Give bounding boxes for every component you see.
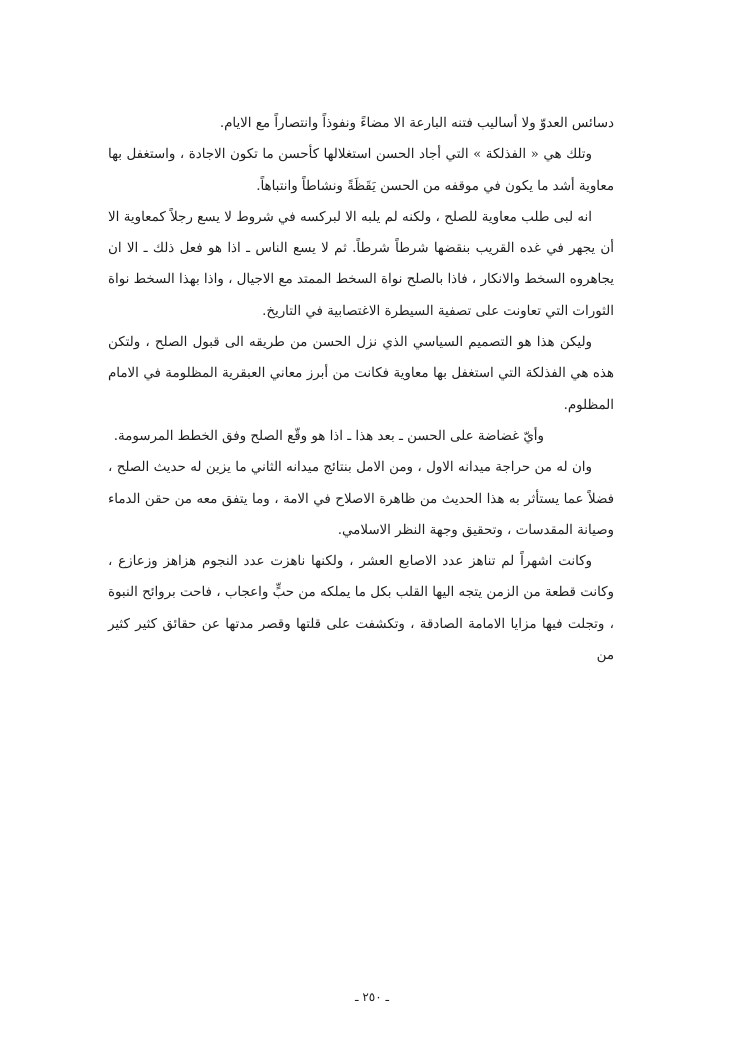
paragraph-3: انه لبى طلب معاوية للصلح ، ولكنه لم يلبه الا لبركسه في شروط لا يسع رجلاً كمعاوية الا أن يجهر في غده القريب بنقضها شرطاً شرطاً. ثم لا يسع الناس ـ اذا هو فعل ذلك ـ الا ان يجاهروه السخط والانكار ، فاذا بالصلح نواة السخط الممتد مع الاجيال ، واذا بهذا السخط نواة الثورات التي تعاونت على تصفية السيطرة الاغتصابية في التاريخ. [108, 209, 614, 319]
page-number: ـ ٢٥٠ ـ [354, 990, 390, 1004]
paragraph-1: دسائس العدوّ ولا أساليب فتنه البارعة الا مضاءً ونفوذاً وانتصاراً مع الايام. [219, 116, 614, 131]
paragraph-6: وان له من حراجة ميدانه الاول ، ومن الامل بنتائج ميدانه الثاني ما يزين له حديث الصلح ، فضلاً عما يستأثر به هذا الحديث من ظاهرة الاصلاح في الامة ، وما يتفق معه من حقن الدماء وصيانة المقدسات ، وتحقيق وجهة النظر الاسلامي. [108, 460, 614, 538]
paragraph-5: وأيّ غضاضة على الحسن ـ بعد هذا ـ اذا هو وقّع الصلح وفق الخطط المرسومة. [113, 428, 544, 444]
paragraph-7: وكانت اشهراً لم تناهز عدد الاصابع العشر ، ولكنها ناهزت عدد النجوم هزاهز وزعازع ، وكانت قطعة من الزمن يتجه اليها القلب بكل ما يملكه من حبٍّ واعجاب ، فاحت بروائح النبوة ، وتجلت فيها مزايا الامامة الصادقة ، وتكشفت على قلتها وقصر مدتها عن حقائق كثير كثير من [108, 554, 614, 664]
paragraph-2: وتلك هي « الفذلكة » التي أجاد الحسن استغلالها كأحسن ما تكون الاجادة ، واستغفل بها معاوية أشد ما يكون في موقفه من الحسن يَقَظَةً ونشاطاً وانتباهاً. [108, 147, 614, 194]
paragraph-4: وليكن هذا هو التصميم السياسي الذي نزل الحسن من طريقه الى قبول الصلح ، ولتكن هذه هي الفذلكة التي استغفل بها معاوية فكانت من أبرز معاني العبقرية المظلومة في الامام المظلوم. [108, 335, 614, 413]
body-text [108, 108, 614, 671]
